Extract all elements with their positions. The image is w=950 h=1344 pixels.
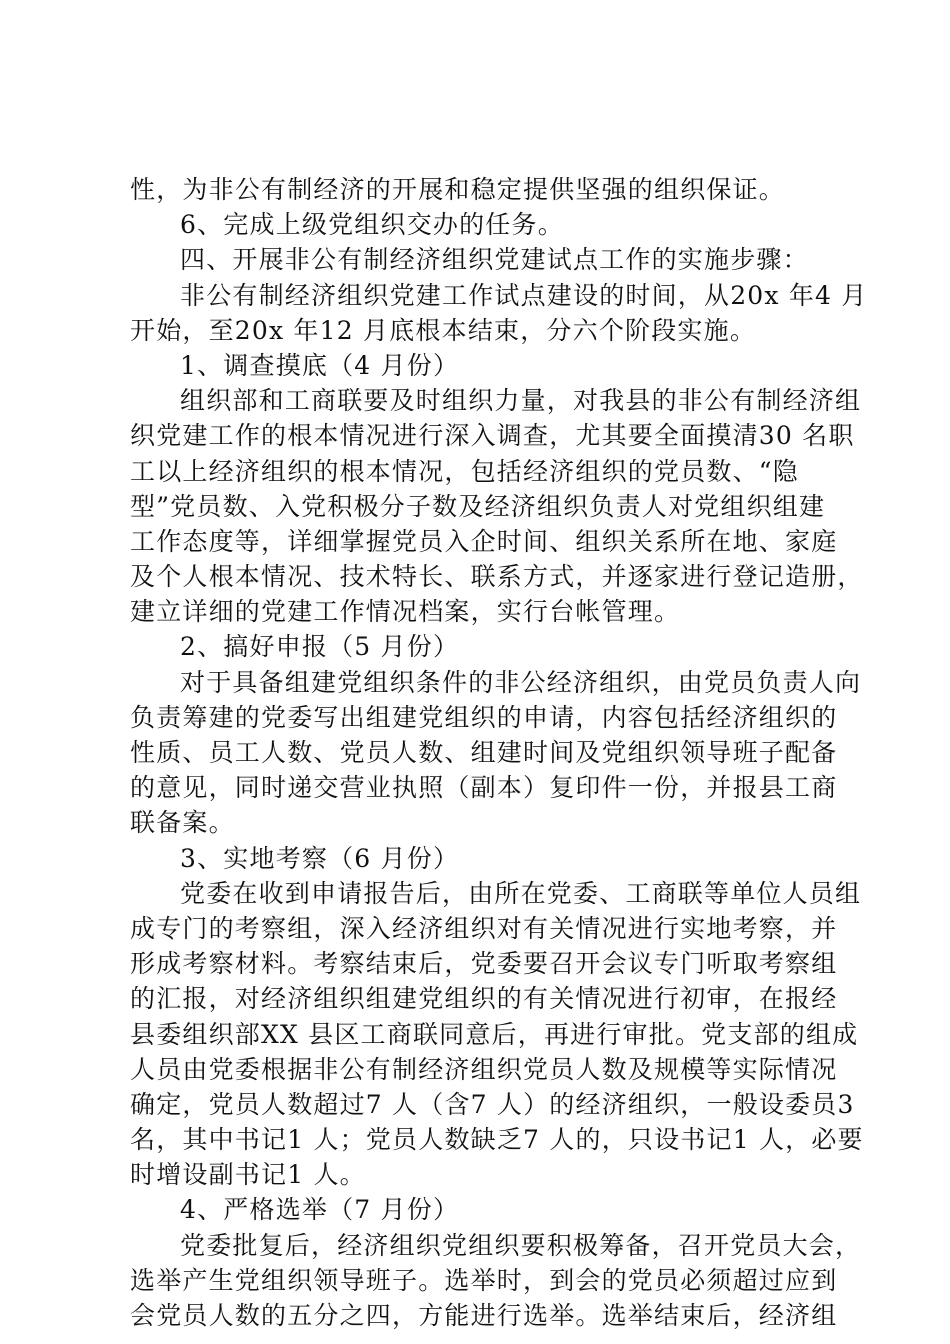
text-line: 四、开展非公有制经济组织党建试点工作的实施步骤： [180,245,809,275]
text-line: 时增设副书记1 人。 [130,1160,366,1190]
text-line: 4、严格选举（7 月份） [180,1195,460,1225]
text-line: 县委组织部XX 县区工商联同意后，再进行审批。党支部的组成 [130,1019,859,1049]
text-line: 型”党员数、入党积极分子数及经济组织负责人对党组织组建 [130,491,826,521]
text-line: 名，其中书记1 人；党员人数缺乏7 人的，只设书记1 人，必要 [130,1125,864,1155]
text-line: 党委在收到申请报告后，由所在党委、工商联等单位人员组 [180,878,862,908]
text-line: 组织部和工商联要及时组织力量，对我县的非公有制经济组 [180,386,862,416]
text-line: 选举产生党组织领导班子。选举时，到会的党员必须超过应到 [130,1265,838,1295]
text-line: 的意见，同时递交营业执照（副本）复印件一份，并报县工商 [130,773,838,803]
text-line: 的汇报，对经济组织组建党组织的有关情况进行初审，在报经 [130,984,838,1014]
text-line: 开始，至20x 年12 月底根本结束，分六个阶段实施。 [130,315,757,345]
text-line: 6、完成上级党组织交办的任务。 [180,210,564,240]
text-line: 性质、员工人数、党员人数、组建时间及党组织领导班子配备 [130,738,838,767]
text-line: 形成考察材料。考察结束后，党委要召开会议专门听取考察组 [130,949,838,979]
text-line: 织党建工作的根本情况进行深入调查，尤其要全面摸清30 名职 [130,421,855,451]
text-line: 联备案。 [130,808,235,838]
text-line: 负责筹建的党委写出组建党组织的申请，内容包括经济组织的 [130,702,838,732]
text-line: 2、搞好申报（5 月份） [180,632,460,662]
text-line: 党委批复后，经济组织党组织要积极筹备，召开党员大会， [180,1230,862,1260]
text-line: 工以上经济组织的根本情况，包括经济组织的党员数、“隐 [130,456,799,486]
text-line: 建立详细的党建工作情况档案，实行台帐管理。 [130,597,681,627]
text-line: 人员由党委根据非公有制经济组织党员人数及规模等实际情况 [130,1054,838,1084]
text-line: 对于具备组建党组织条件的非公经济组织，由党员负责人向 [180,667,862,697]
text-line: 性，为非公有制经济的开展和稳定提供坚强的组织保证。 [130,175,786,204]
text-line: 确定，党员人数超过7 人（含7 人）的经济组织，一般设委员3 [130,1089,855,1119]
text-line: 3、实地考察（6 月份） [180,843,460,873]
text-line: 会党员人数的五分之四，方能进行选举。选举结束后，经济组 [130,1301,838,1330]
document-body [130,172,868,1333]
text-line: 成专门的考察组，深入经济组织对有关情况进行实地考察，并 [130,913,838,943]
text-line: 1、调查摸底（4 月份） [180,350,460,380]
text-line: 及个人根本情况、技术特长、联系方式，并逐家进行登记造册， [130,562,864,592]
text-line: 非公有制经济组织党建工作试点建设的时间，从20x 年4 月 [180,280,868,310]
text-line: 工作态度等，详细掌握党员入企时间、组织关系所在地、家庭 [130,526,838,556]
